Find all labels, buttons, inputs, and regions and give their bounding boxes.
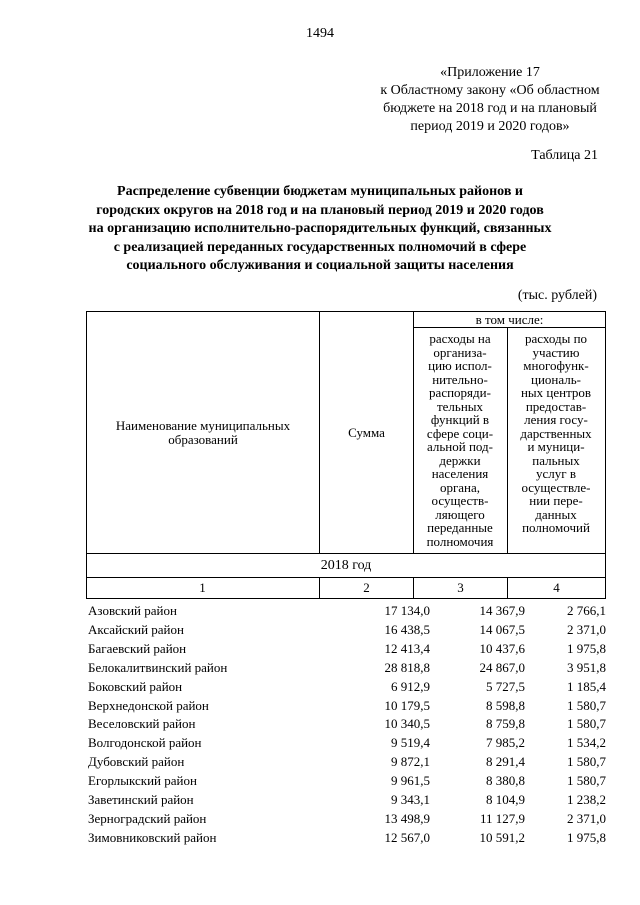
- header-col4-line: полномочий: [522, 520, 590, 535]
- header-col4: [504, 332, 608, 535]
- municipality-name: Зерноградский район: [88, 810, 207, 826]
- table-border-left: [86, 311, 87, 599]
- municipality-name: Белокалитвинский район: [88, 659, 228, 675]
- header-col4-line: расходы по: [524, 331, 588, 346]
- units-label: (тыс. рублей): [517, 288, 597, 303]
- header-col3-line: ляющего: [435, 506, 485, 522]
- header-col4-line: многофунк-: [523, 358, 589, 373]
- sum-value: 9 343,1: [391, 792, 430, 808]
- table-row: [88, 659, 606, 678]
- header-col3-line: организа-: [433, 344, 487, 360]
- col3-value: 8 104,9: [486, 792, 525, 808]
- row-divider: [86, 577, 606, 578]
- table-row: [88, 753, 606, 772]
- col-number: 2: [363, 580, 370, 595]
- col3-value: 7 985,2: [486, 735, 525, 751]
- table-header: [86, 311, 606, 599]
- table-row: [88, 621, 606, 640]
- header-col4-line: осуществле-: [521, 479, 591, 495]
- header-col3-line: переданные: [427, 520, 493, 535]
- col4-value: 2 371,0: [567, 810, 606, 826]
- table-row: [88, 602, 606, 621]
- header-col3-line: распоряди-: [429, 385, 491, 400]
- municipality-name: Азовский район: [88, 603, 177, 618]
- table-row: [88, 697, 606, 716]
- header-name-line: образований: [168, 431, 238, 447]
- table-row: [88, 734, 606, 753]
- col4-value: 2 371,0: [567, 621, 606, 637]
- col-number: 1: [199, 580, 206, 595]
- title-line: городских округов на 2018 год и на плановый период 2019 и 2020 годов: [96, 202, 544, 218]
- table-row: [88, 640, 606, 659]
- sum-value: 6 912,9: [391, 678, 430, 694]
- sum-value: 9 872,1: [391, 754, 430, 770]
- header-col4-line: циональ-: [530, 371, 581, 387]
- header-col4-line: нии пере-: [529, 493, 583, 508]
- table-number: Таблица 21: [531, 148, 598, 163]
- header-including: в том числе:: [475, 312, 544, 327]
- header-col3: [408, 332, 512, 548]
- header-col4-line: ления госу-: [524, 412, 588, 427]
- col3-value: 8 380,8: [486, 773, 525, 789]
- data-table: [88, 602, 606, 848]
- municipality-name: Веселовский район: [88, 716, 196, 732]
- header-col3-line: органа,: [439, 479, 481, 495]
- title-line: Распределение субвенции бюджетам муниципальных районов и: [117, 184, 523, 199]
- header-col4-line: участию: [532, 344, 580, 360]
- header-col3-line: альной под-: [427, 439, 493, 454]
- col4-value: 1 580,7: [567, 697, 606, 713]
- col3-value: 8 759,8: [486, 716, 525, 732]
- col3-value: 5 727,5: [486, 678, 525, 694]
- municipality-name: Дубовский район: [88, 754, 185, 770]
- col4-value: 1 185,4: [567, 678, 606, 694]
- header-col3-line: нительно-: [432, 371, 488, 387]
- municipality-name: Верхнедонской район: [88, 697, 209, 713]
- header-col3-line: осуществ-: [431, 493, 489, 508]
- sum-value: 13 498,9: [384, 810, 430, 826]
- sum-value: 17 134,0: [384, 603, 430, 618]
- title-line: на организацию исполнительно-распорядительных функций, связанных: [88, 221, 552, 236]
- col4-value: 1 534,2: [567, 735, 606, 751]
- col3-value: 10 591,2: [479, 829, 525, 845]
- sum-value: 10 179,5: [384, 697, 430, 713]
- sum-value: 12 413,4: [384, 640, 430, 656]
- title-line: с реализацией переданных государственных полномочий в сфере: [113, 239, 527, 255]
- table-row: [88, 678, 606, 697]
- header-col3-line: тельных: [436, 398, 484, 414]
- municipality-name: Зимовниковский район: [88, 829, 217, 845]
- table-row: [88, 810, 606, 829]
- col-number: 3: [457, 580, 464, 595]
- sum-value: 9 961,5: [391, 773, 430, 789]
- col3-value: 8 291,4: [486, 754, 525, 770]
- row-divider: [413, 327, 606, 328]
- col3-value: 10 437,6: [479, 640, 525, 656]
- header-col4-line: пальных: [532, 452, 580, 468]
- col3-value: 24 867,0: [479, 659, 525, 675]
- page-number: 1494: [306, 26, 334, 41]
- municipality-name: Заветинский район: [88, 792, 194, 808]
- header-name-line: Наименование муниципальных: [115, 418, 291, 433]
- header-col4-line: данных: [535, 506, 577, 522]
- header-col4-line: предостав-: [525, 398, 587, 414]
- table-row: [88, 791, 606, 810]
- appendix-line: «Приложение 17: [440, 65, 540, 80]
- col4-value: 1 580,7: [567, 773, 606, 789]
- header-name: [87, 419, 319, 446]
- header-col3-line: функций в: [430, 412, 490, 427]
- col3-value: 14 367,9: [479, 603, 525, 618]
- appendix-line: бюджете на 2018 год и на плановый: [383, 101, 597, 116]
- col4-value: 3 951,8: [567, 659, 606, 675]
- appendix-note: [365, 64, 615, 136]
- header-col4-line: и муници-: [527, 439, 585, 454]
- appendix-line: период 2019 и 2020 годов»: [410, 119, 570, 134]
- table-row: [88, 829, 606, 848]
- header-col4-line: дарственных: [520, 425, 592, 441]
- col3-value: 8 598,8: [486, 697, 525, 713]
- sum-value: 28 818,8: [384, 659, 430, 675]
- sum-value: 16 438,5: [384, 621, 430, 637]
- municipality-name: Боковский район: [88, 678, 183, 694]
- title-line: социального обслуживания и социальной защиты населения: [126, 258, 514, 273]
- document-title: [80, 183, 560, 276]
- header-col3-line: сфере соци-: [426, 425, 494, 441]
- col-number: 4: [553, 580, 560, 595]
- col3-value: 11 127,9: [479, 810, 525, 826]
- row-divider: [86, 553, 606, 554]
- col4-value: 1 580,7: [567, 754, 606, 770]
- header-col3-line: населения: [431, 466, 489, 481]
- header-col3-line: цию испол-: [428, 358, 492, 373]
- table-row: [88, 772, 606, 791]
- municipality-name: Багаевский район: [88, 640, 187, 656]
- header-sum: Сумма: [348, 425, 385, 440]
- table-row: [88, 715, 606, 734]
- municipality-name: Аксайский район: [88, 621, 184, 637]
- row-divider: [86, 598, 606, 599]
- col4-value: 1 975,8: [567, 640, 606, 656]
- appendix-line: к Областному закону «Об областном: [380, 83, 600, 98]
- sum-value: 9 519,4: [391, 735, 430, 751]
- header-col3-line: держки: [439, 452, 481, 468]
- col4-value: 1 580,7: [567, 716, 606, 732]
- header-col4-line: услуг в: [536, 466, 576, 481]
- sum-value: 12 567,0: [384, 829, 430, 845]
- municipality-name: Егорлыкский район: [88, 773, 197, 789]
- year-label: 2018 год: [320, 558, 372, 573]
- municipality-name: Волгодонской район: [88, 735, 202, 751]
- col4-value: 2 766,1: [567, 603, 606, 618]
- col3-value: 14 067,5: [479, 621, 525, 637]
- sum-value: 10 340,5: [384, 716, 430, 732]
- header-col3-line: расходы на: [429, 331, 491, 346]
- header-col3-line: полномочия: [426, 533, 494, 549]
- col4-value: 1 238,2: [567, 792, 606, 808]
- col4-value: 1 975,8: [567, 829, 606, 845]
- header-col4-line: ных центров: [520, 385, 592, 400]
